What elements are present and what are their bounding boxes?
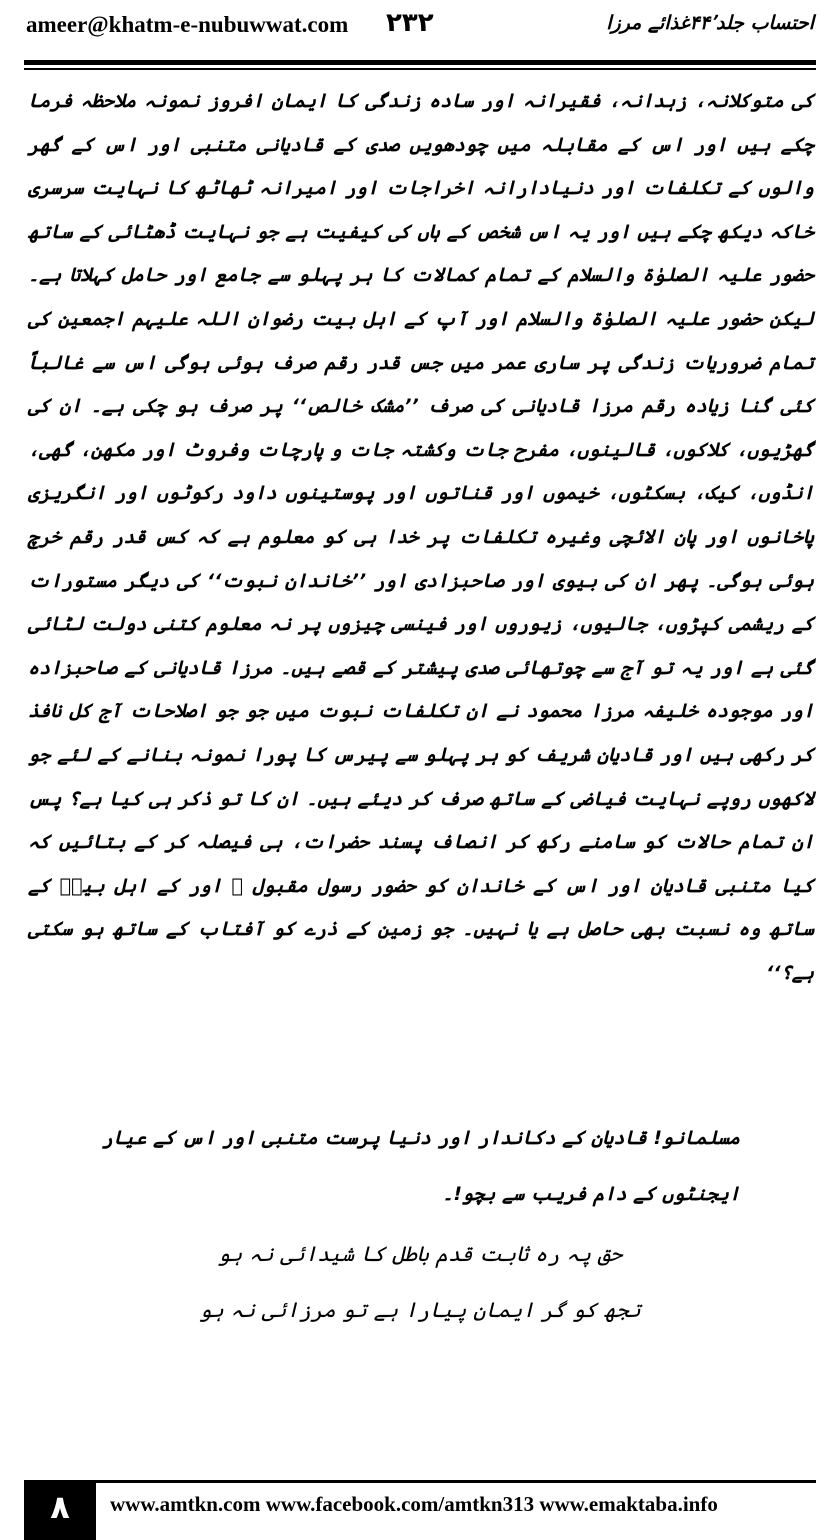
paragraph-text: کی متوکلانہ، زہدانہ، فقیرانہ اور سادہ زندگی کا ایمان افروز نمونہ ملاحظہ فرما چکے ہیں اور اس کے مقابلہ میں چودھویں صدی کے قادیانی متنبی اور اس کے گھر والوں کے تکلفات اور دنیادارانہ اخراجات اور امیرانہ ٹھاٹھ کا نہایت سرسری خاکہ دیکھ چکے ہیں اور یہ اس شخص کے ہاں کی کیفیت ہے جو نہایت ڈھٹائی کے ساتھ حضور علیہ الصلوٰۃ والسلام کے تمام کمالات کا ہر پہلو سے جامع اور حامل کہلاتا ہے۔ لیکن حضور علیہ الصلوٰۃ والسلام اور آپ کے اہل بیت رضوان اللہ علیہم اجمعین کی تمام ضروریات زندگی پر ساری عمر میں جس قدر رقم صرف ہوئی ہوگی اس سے غالباً کئی گنا زیادہ رقم مرزا قادیانی کی صرف ’’مشک خالص‘‘ پر صرف ہو چکی ہے۔ ان کی گھڑیوں، کلاکوں، قالینوں، مفرح جات وکشتہ جات و پارچات وفروٹ اور مکھن، گھی، انڈوں، کیک، بسکٹوں، خیموں اور قناتوں اور پوستینوں داود رکوٹوں اور انگریزی پاخانوں اور پان الائچی وغیرہ تکلفات پر خدا ہی کو معلوم ہے کہ کس قدر رقم خرچ ہوئی ہوگی۔ پھر ان کی بیوی اور صاحبزادی اور ’’خاندان نبوت‘‘ کی دیگر مستورات کے ریشمی کپڑوں، جالیوں، زیوروں اور فینسی چیزوں پر نہ معلوم کتنی دولت لٹائی گئی ہے اور یہ تو آج سے چوتھائی صدی پیشتر کے قصے ہیں۔ مرزا قادیانی کے صاحبزادہ اور موجودہ خلیفہ مرزا محمود نے ان تکلفات نبوت میں جو جو اصلاحات آج کل نافذ کر رکھی ہیں اور قادیان شریف کو ہر پہلو سے پیرس کا پورا نمونہ بنانے کے لئے جو لاکھوں روپے نہایت فیاضی کے ساتھ صرف کر دیئے ہیں۔ ان کا تو ذکر ہی کیا ہے؟ پس ان تمام حالات کو سامنے رکھ کر انصاف پسند حضرات، ہی فیصلہ کر کے بتائیں کہ کیا متنبی قادیان اور اس کے خاندان کو حضور رسول مقبول ﷺ اور کے اہل بیتؓ کے ساتھ وہ نسبت بھی حاصل ہے یا نہیں۔ جو زمین کے ذرے کو آفتاب کے ساتھ ہو سکتی ہے؟‘‘ <box>28 90 814 984</box>
body-paragraph <box>28 80 814 995</box>
couplet-line-2: تجھ کو گر ایمان پیارا ہے تو مرزائی نہ ہو <box>199 1298 641 1322</box>
header-rule-thick <box>24 60 816 65</box>
footer-links[interactable]: www.amtkn.com www.facebook.com/amtkn313 www.emaktaba.info <box>110 1492 718 1516</box>
poetry-couplet <box>0 1226 840 1338</box>
closing-text: مسلمانو! قادیان کے دکاندار اور دنیا پرست متنبی اور اس کے عیار ایجنٹوں کے دام فریب سے بچو!۔ <box>101 1127 740 1205</box>
page-header <box>0 0 840 60</box>
header-email: ameer@khatm-e-nubuwwat.com <box>26 12 349 37</box>
couplet-line-1: حق پہ رہ ثابت قدم باطل کا شیدائی نہ ہو <box>217 1242 623 1266</box>
footer-rule <box>24 1480 816 1483</box>
footer-page-marker: ۸ <box>24 1480 96 1540</box>
header-book-title: احتساب جلد۴۴٬غذائے مرزا <box>606 12 814 34</box>
closing-exhortation <box>28 1110 740 1222</box>
page-footer <box>0 1480 840 1540</box>
header-rule-thin <box>24 68 816 70</box>
header-page-number: ۲۳۲ <box>386 8 434 38</box>
